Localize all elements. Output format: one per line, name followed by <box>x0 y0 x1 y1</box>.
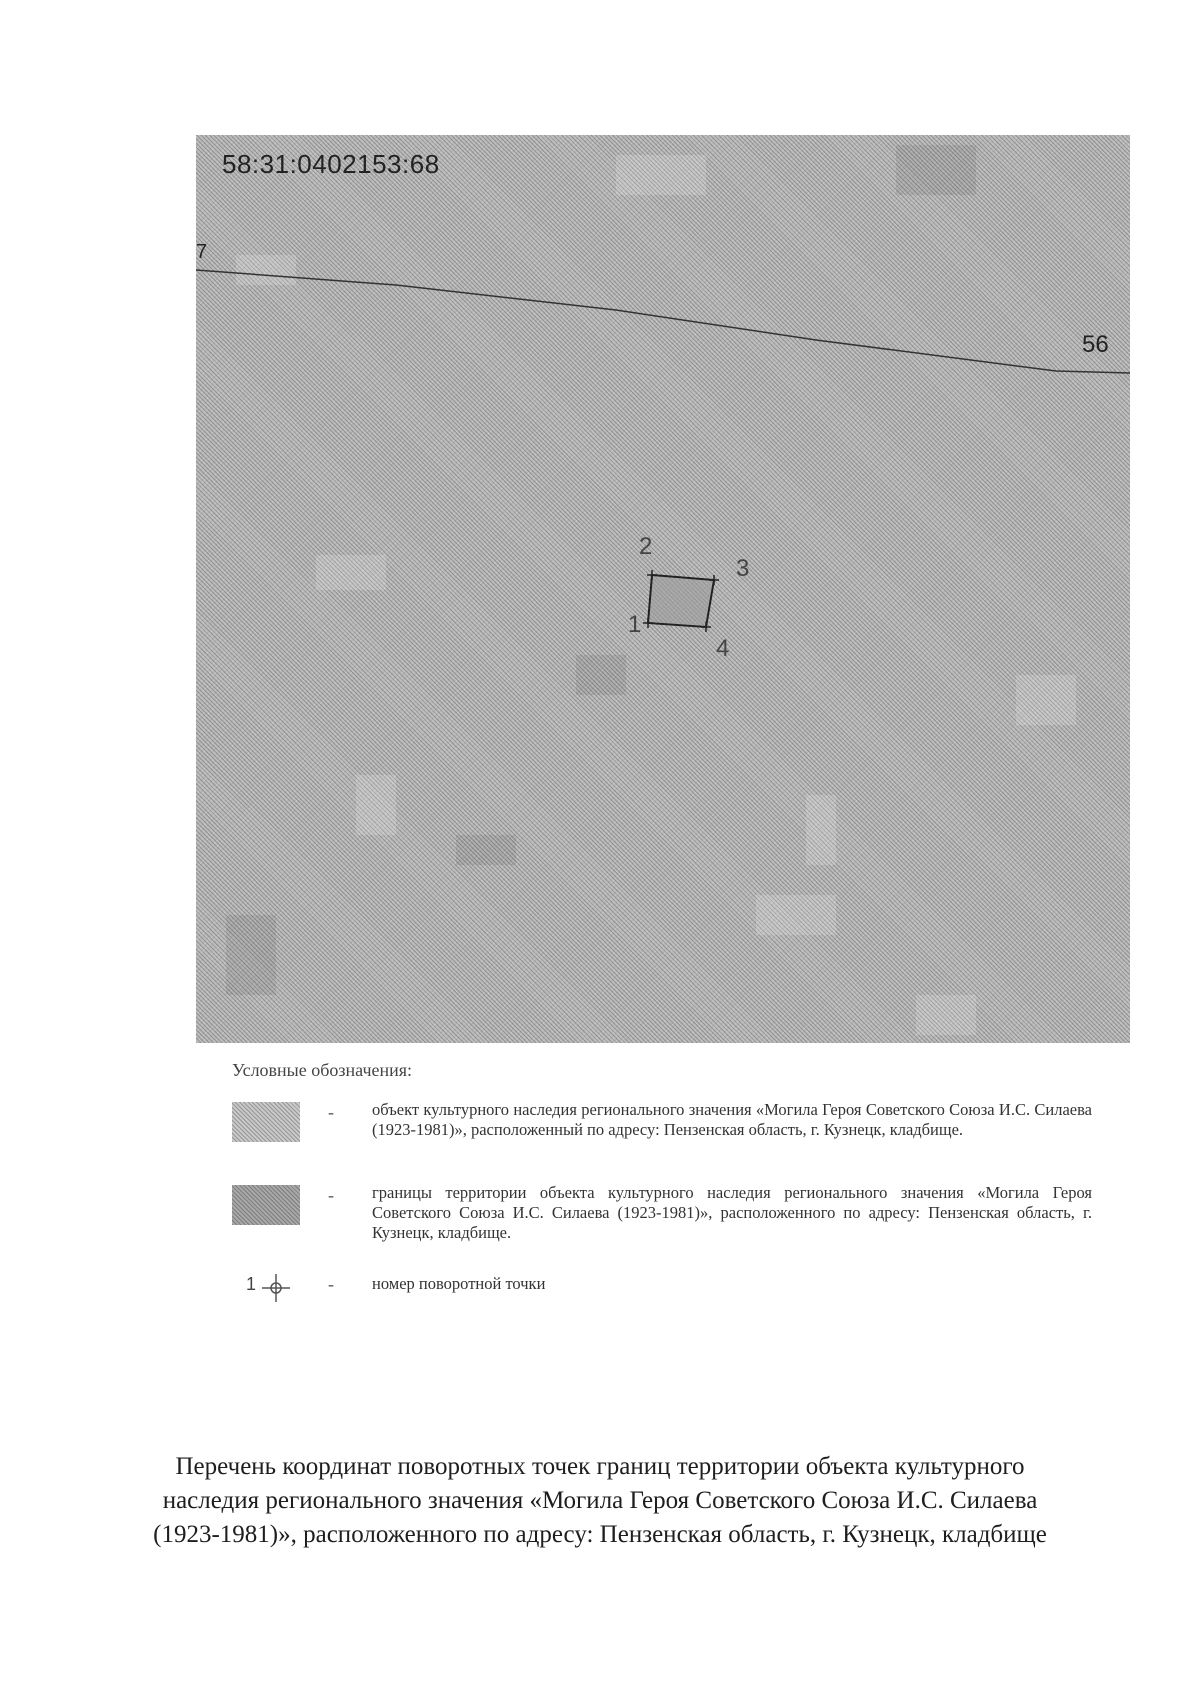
point-label-4: 4 <box>716 635 730 662</box>
legend-swatch-territory <box>232 1185 300 1225</box>
point-label-3: 3 <box>736 555 750 582</box>
map-overlay <box>196 135 1130 1043</box>
parcel-boundary-line <box>196 270 1130 373</box>
document-caption: Перечень координат поворотных точек границ территории объекта культурного наследия регионального значения «Могила Героя Советского Союза И.С. Силаева (1923-1981)», расположенного по адресу: Пензенская область, г. Кузнецк, кладбище <box>153 1453 1047 1548</box>
legend-item-territory-boundary <box>232 1183 1092 1253</box>
legend-point-number: 1 <box>246 1274 257 1294</box>
legend-dash: - <box>328 1102 334 1122</box>
point-label-2: 2 <box>639 533 653 560</box>
legend-text-object: объект культурного наследия регионального значения «Могила Героя Советского Союза И.С. Силаева (1923-1981)», расположенный по адресу: Пензенская область, г. Кузнецк, кладбище. <box>372 1100 1092 1139</box>
heritage-territory-polygon <box>648 575 714 627</box>
legend-swatch-object <box>232 1102 300 1142</box>
map-image <box>196 135 1130 1043</box>
legend-item-heritage-object <box>232 1100 1092 1170</box>
legend-text-territory: границы территории объекта культурного наследия регионального значения «Могила Героя Советского Союза И.С. Силаева (1923-1981)», расположенного по адресу: Пензенская область, г. Кузнецк, кладбище. <box>372 1183 1092 1242</box>
legend-dash: - <box>328 1274 334 1294</box>
point-label-1: 1 <box>628 611 642 638</box>
legend-item-turn-point <box>232 1272 1092 1308</box>
legend-title: Условные обозначения: <box>232 1060 413 1080</box>
crosshair-icon <box>260 1272 292 1304</box>
line-label-right: 56 <box>1082 331 1109 358</box>
cadastral-number-label: 58:31:0402153:68 <box>222 149 440 179</box>
line-label-left: 7 <box>196 241 208 263</box>
legend-text-turn-point: номер поворотной точки <box>372 1274 546 1293</box>
legend-dash: - <box>328 1185 334 1205</box>
